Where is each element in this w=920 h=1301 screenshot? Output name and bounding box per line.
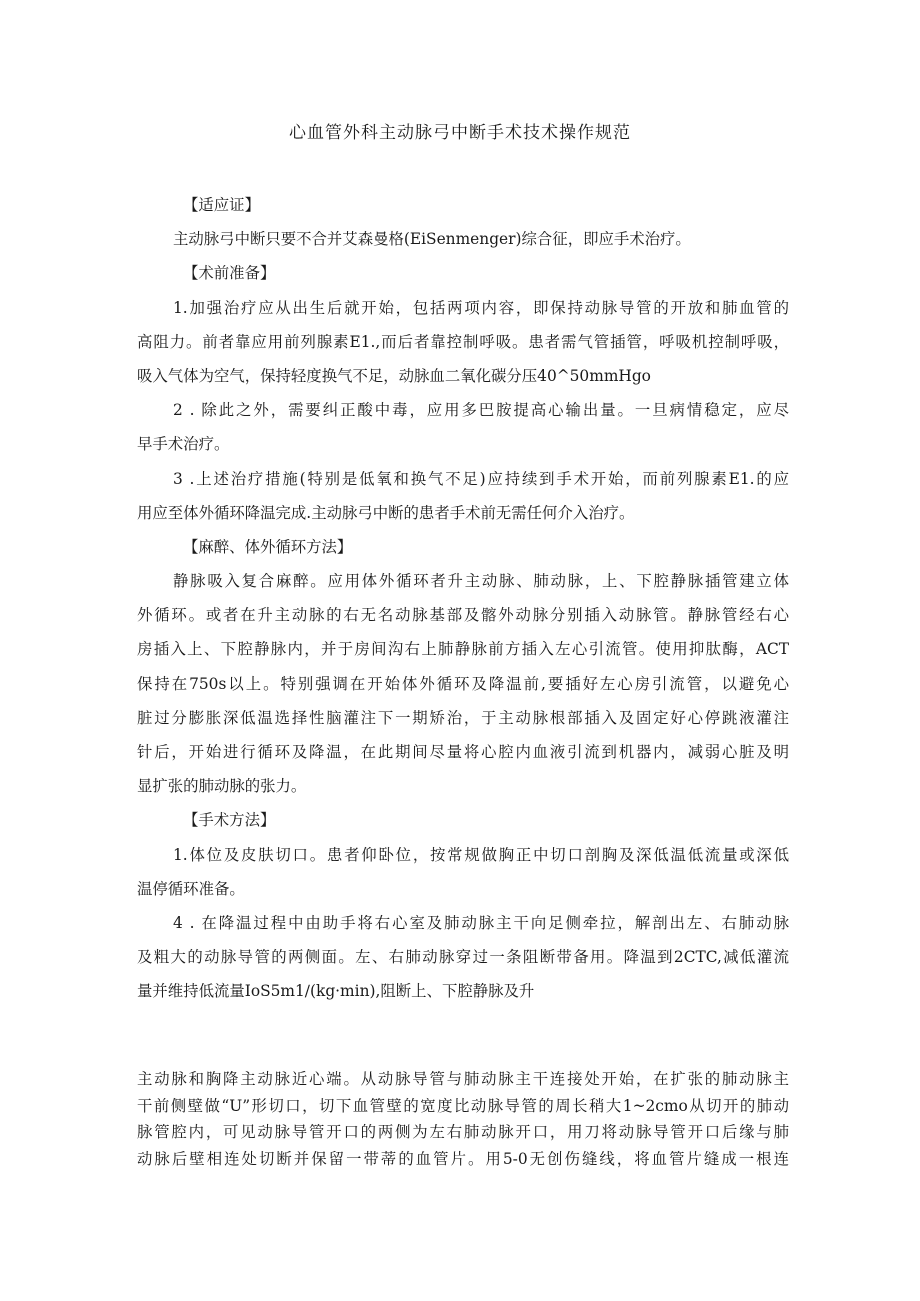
document-body — [137, 188, 789, 1009]
paragraph-line: 量并维持低流量IoS5m1∕(kg·min),阻断上、下腔静脉及升 — [137, 982, 535, 1001]
paragraph-line: 1.加强治疗应从出生后就开始，包括两项内容，即保持动脉导管的开放和肺血管的 — [173, 298, 789, 317]
paragraph-line: 主动脉和胸降主动脉近心端。从动脉导管与肺动脉主干连接处开始，在扩张的肺动脉主 — [137, 1070, 789, 1088]
paragraph-line: 3 .上述治疗措施(特别是低氧和换气不足)应持续到手术开始，而前列腺素E1.的应 — [173, 469, 789, 488]
paragraph-line: 保持在750s以上。特别强调在开始体外循环及降温前,要插好左心房引流管，以避免心 — [137, 674, 789, 693]
paragraph-line: 用应至体外循环降温完成.主动脉弓中断的患者手术前无需任何介入治疗。 — [137, 503, 635, 522]
paragraph-line: 早手术治疗。 — [137, 435, 230, 454]
paragraph-line: 房插入上、下腔静脉内，并于房间沟右上肺静脉前方插入左心引流管。使用抑肽酶，ACT — [137, 640, 789, 659]
paragraph-line: 干前侧壁做“U”形切口，切下血管壁的宽度比动脉导管的周长稍大1~2cmo从切开的肺动 — [137, 1096, 789, 1115]
paragraph-line: 主动脉弓中断只要不合并艾森曼格(EiSenmenger)综合征，即应手术治疗。 — [173, 230, 691, 249]
paragraph-line: 外循环。或者在升主动脉的右无名动脉基部及髂外动脉分别插入动脉管。静脉管经右心 — [137, 606, 789, 625]
paragraph-line: 4 . 在降温过程中由助手将右心室及肺动脉主干向足侧牵拉，解剖出左、右肺动脉 — [173, 913, 789, 932]
section-heading-indications: 【适应证】 — [183, 196, 260, 214]
paragraph-line: 脏过分膨胀深低温选择性脑灌注下一期矫治，于主动脉根部插入及固定好心停跳液灌注 — [137, 708, 789, 727]
paragraph-line: 温停循环准备。 — [137, 879, 245, 898]
paragraph-line: 显扩张的肺动脉的张力。 — [137, 777, 307, 796]
paragraph-line: 及粗大的动脉导管的两侧面。左、右肺动脉穿过一条阻断带备用。降温到2CTC,减低灌流 — [137, 948, 789, 967]
paragraph-line: 高阻力。前者靠应用前列腺素E1.,而后者靠控制呼吸。患者需气管插管，呼吸机控制呼吸， — [137, 332, 789, 351]
paragraph-line: 脉管腔内，可见动脉导管开口的两侧为左右肺动脉开口，用刀将动脉导管开口后缘与肺 — [137, 1123, 789, 1142]
paragraph-line: 2 . 除此之外，需要纠正酸中毒，应用多巴胺提高心输出量。一旦病情稳定，应尽 — [173, 401, 789, 420]
document-title: 心血管外科主动脉弓中断手术技术操作规范 — [289, 123, 631, 143]
section-heading-surgery: 【手术方法】 — [183, 811, 276, 830]
document-continuation — [137, 1066, 789, 1172]
paragraph-line: 针后，开始进行循环及降温，在此期间尽量将心腔内血液引流到机器内，减弱心脏及明 — [137, 743, 789, 761]
paragraph-line: 吸入气体为空气，保持轻度换气不足，动脉血二氧化碳分压40^50mmHgo — [137, 366, 651, 385]
section-heading-anesthesia: 【麻醉、体外循环方法】 — [183, 537, 353, 556]
section-heading-preoperative: 【术前准备】 — [183, 264, 276, 283]
paragraph-line: 静脉吸入复合麻醉。应用体外循环者升主动脉、肺动脉，上、下腔静脉插管建立体 — [173, 572, 789, 591]
paragraph-line: 动脉后壁相连处切断并保留一带蒂的血管片。用5-0无创伤缝线，将血管片缝成一根连 — [137, 1149, 789, 1168]
paragraph-line: 1.体位及皮肤切口。患者仰卧位，按常规做胸正中切口剖胸及深低温低流量或深低 — [173, 845, 789, 864]
